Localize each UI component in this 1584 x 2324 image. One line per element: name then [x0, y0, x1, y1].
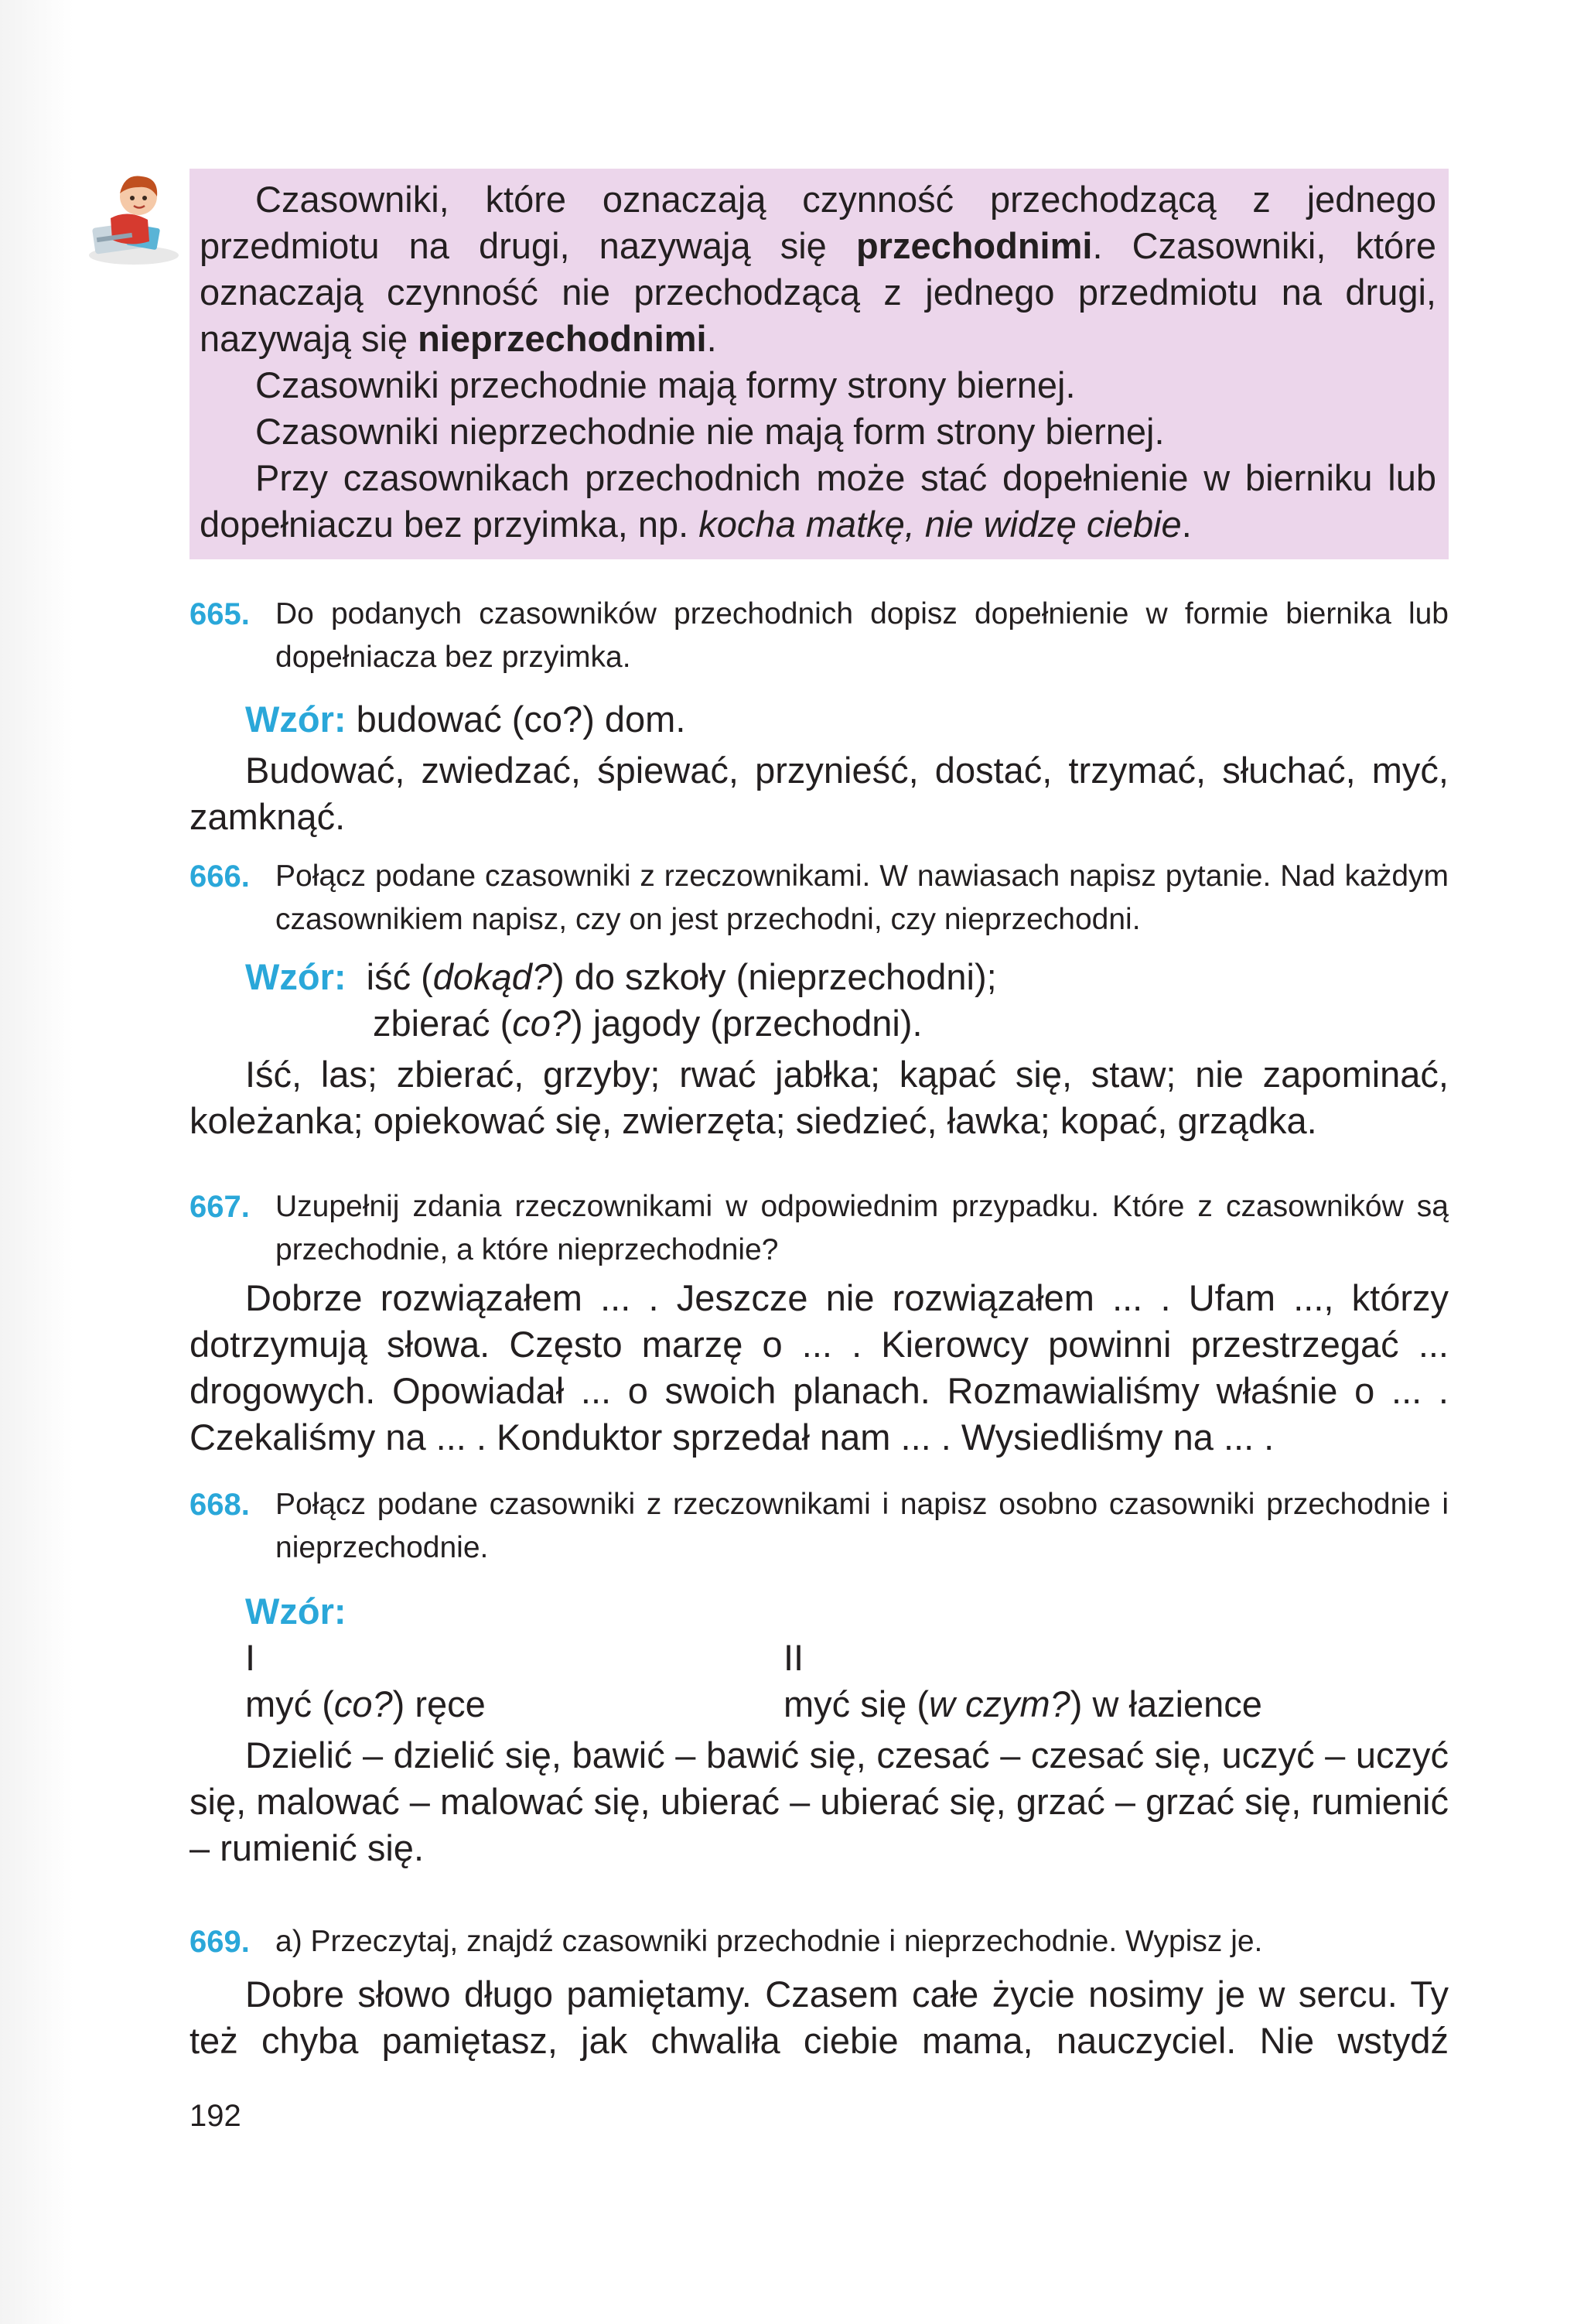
rule-example: kocha matkę, nie widzę ciebie [698, 504, 1182, 545]
rule-paragraph-2: Czasowniki przechodnie mają formy strony biernej. [255, 364, 1076, 405]
exercise-body: Iść, las; zbierać, grzyby; rwać jabłka; kąpać się, staw; nie zapominać, koleżanka; opiekować się, zwierzęta; siedzieć, ławka; kopać, grządka. [189, 1054, 1449, 1141]
column-2-example [783, 1681, 1262, 1728]
rule-text: Przy czasownikach przechodnich może stać dopełnienie w bierniku lub dopełniaczu bez przyimka, np. [200, 457, 1436, 545]
exercise-669 [189, 1920, 1449, 2064]
instruction-text: Uzupełnij zdania rzeczownikami w odpowiednim przypadku. Które z czasowników są przechodnie, a które nieprzechodnie? [275, 1190, 1449, 1266]
exercise-666 [189, 855, 1449, 1144]
example-line-2 [189, 1000, 1449, 1047]
rule-paragraph-3: Czasowniki nieprzechodnie nie mają form strony biernej. [255, 411, 1165, 452]
example-question: w czym? [929, 1683, 1070, 1724]
exercise-667 [189, 1185, 1449, 1461]
rule-text: . [706, 318, 717, 359]
page-edge-shadow [0, 0, 73, 2324]
exercise-instruction [189, 593, 1449, 679]
rule-paragraph-4 [200, 455, 1436, 548]
example-text: ) w łazience [1070, 1683, 1262, 1724]
example-text: iść ( [366, 956, 433, 997]
example-line-1 [189, 954, 1449, 1000]
rule-text: . [1181, 504, 1192, 545]
example-question: co? [333, 1683, 393, 1724]
example-column-headers [189, 1635, 1449, 1681]
example-text: myć się ( [783, 1683, 929, 1724]
example-label: Wzór: [245, 699, 346, 740]
exercise-number: 669. [189, 1925, 250, 1959]
example-text: ) jagody (przechodni). [571, 1003, 923, 1044]
example-text: myć ( [245, 1683, 334, 1724]
exercise-number: 665. [189, 597, 250, 631]
exercise-instruction [189, 1483, 1449, 1570]
term-transitive: przechodnimi [855, 225, 1093, 266]
exercise-665 [189, 593, 1449, 840]
instruction-text: Połącz podane czasowniki z rzeczownikami i napisz osobno czasowniki przechodnie i nieprzechodnie. [275, 1488, 1449, 1564]
exercise-number: 667. [189, 1190, 250, 1224]
page-number: 192 [189, 2099, 241, 2133]
reading-boy-icon [80, 164, 188, 272]
rule-text: . Czasowniki, które oznaczają czynność nie przechodzącą z jednego przedmiotu na drugi, nazywają się [200, 225, 1436, 359]
example-line [189, 696, 1449, 743]
instruction-text: Połącz podane czasowniki z rzeczownikami. W nawiasach napisz pytanie. Nad każdym czasownikiem napisz, czy on jest przechodni, czy nieprzechodni. [275, 860, 1449, 936]
exercise-668 [189, 1483, 1449, 1871]
example-text: zbierać ( [373, 1003, 513, 1044]
example-question: co? [512, 1003, 572, 1044]
example-text: budować (co?) dom. [346, 699, 686, 740]
rule-definition-box [189, 169, 1449, 559]
exercise-body: Dzielić – dzielić się, bawić – bawić się, czesać – czesać się, uczyć – uczyć się, malować – malować się, ubierać – ubierać się, grzać – grzać się, rumienić – rumienić się. [189, 1734, 1449, 1868]
example-label: Wzór: [245, 956, 346, 997]
exercise-number: 666. [189, 860, 250, 894]
exercise-body: Budować, zwiedzać, śpiewać, przynieść, dostać, trzymać, słuchać, myć, zamknąć. [189, 750, 1449, 837]
column-1-example [245, 1681, 486, 1728]
example-text: ) ręce [392, 1683, 486, 1724]
exercise-number: 668. [189, 1488, 250, 1522]
exercise-instruction [189, 1920, 1449, 1963]
instruction-text: Do podanych czasowników przechodnich dopisz dopełnienie w formie biernika lub dopełniacza bez przyimka. [275, 597, 1449, 674]
exercise-body: Dobre słowo długo pamiętamy. Czasem całe życie nosimy je w sercu. Ty też chyba pamiętasz, jak chwaliła ciebie mama, nauczyciel. Nie wstydź [189, 1974, 1449, 2061]
exercise-body: Dobrze rozwiązałem ... . Jeszcze nie rozwiązałem ... . Ufam ..., którzy dotrzymują słowa. Często marzę o ... . Kierowcy powinni przestrzegać ... drogowych. Opowiadał ... o swoich planach. Rozmawialiśmy właśnie o ... . Czekaliśmy na ... . Konduktor sprzedał nam ... . Wysiedliśmy na ... . [189, 1277, 1449, 1458]
example-question: dokąd? [432, 956, 552, 997]
exercise-instruction [189, 1185, 1449, 1272]
exercise-instruction [189, 855, 1449, 942]
term-intransitive: nieprzechodnimi [418, 318, 707, 359]
instruction-text: a) Przeczytaj, znajdź czasowniki przechodnie i nieprzechodnie. Wypisz je. [275, 1925, 1263, 1958]
rule-text: Czasowniki, które oznaczają czynność przechodzącą z jednego przedmiotu na drugi, nazywają się [200, 179, 1436, 266]
example-text: ) do szkoły (nieprzechodni); [552, 956, 997, 997]
example-heading [189, 1588, 1449, 1635]
column-2-header: II [783, 1637, 804, 1678]
column-1-header: I [245, 1637, 256, 1678]
example-columns [189, 1681, 1449, 1728]
example-label: Wzór: [245, 1591, 346, 1632]
rule-paragraph-1 [200, 176, 1436, 362]
